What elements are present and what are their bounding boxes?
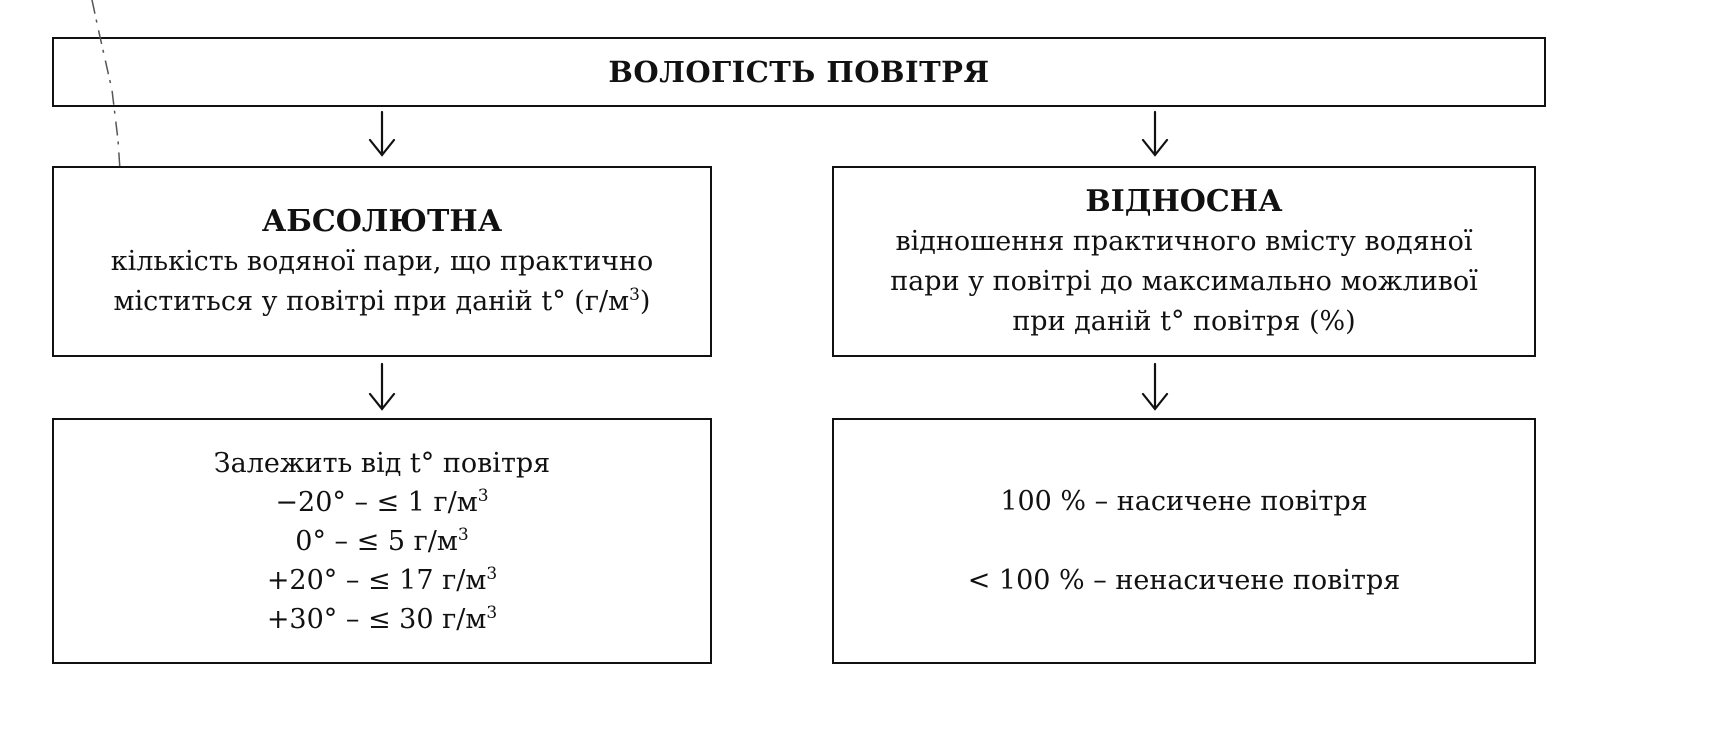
saturated-line: 100 % – насичене повітря: [1000, 486, 1368, 517]
diagram-title: ВОЛОГІСТЬ ПОВІТРЯ: [608, 55, 990, 89]
dependency-row: −20° – ≤ 1 $г/м^3$: [275, 485, 489, 518]
unsaturated-line: < 100 % – ненасичене повітря: [967, 565, 1401, 596]
absolute-dependency-box: [52, 418, 712, 664]
dependency-header: Залежить від t° повітря: [213, 447, 551, 479]
relative-desc-line2: пари у повітрі до максимально можливої: [890, 265, 1478, 297]
dependency-row: +20° – ≤ 17 $г/м^3$: [266, 563, 498, 596]
dependency-row: +30° – ≤ 30 $г/м^3$: [266, 602, 498, 635]
relative-heading: ВІДНОСНА: [1085, 183, 1283, 219]
absolute-desc-line1: кількість водяної пари, що практично: [110, 245, 654, 277]
relative-humidity-box: [832, 166, 1536, 357]
relative-saturation-box: [832, 418, 1536, 664]
relative-desc-line3: при даній t° повітря (%): [1012, 305, 1356, 337]
relative-desc-line1: відношення практичного вмісту водяної: [895, 225, 1473, 257]
dependency-row: 0° – ≤ 5 $г/м^3$: [295, 524, 469, 557]
absolute-humidity-box: [52, 166, 712, 357]
absolute-desc-line2: міститься у повітрі при даній t° $(г/м^3)$: [113, 284, 651, 317]
absolute-heading: АБСОЛЮТНА: [261, 203, 503, 239]
